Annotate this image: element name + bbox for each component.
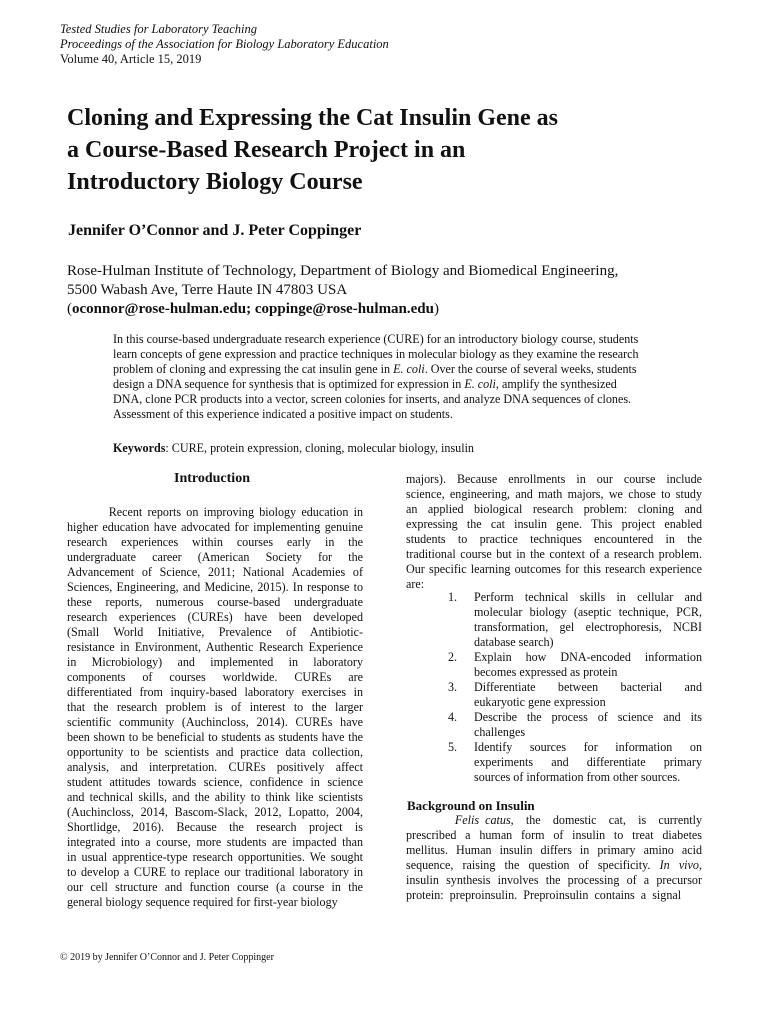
paragraph-line: our cell structure and function course (a course in the — [67, 880, 363, 894]
paragraph-line: in Microbiology) and implemented in laboratory — [67, 655, 363, 669]
list-number: 4. — [448, 710, 458, 724]
paragraph-line: Recent reports on improving biology education in — [67, 505, 363, 519]
list-number: 1. — [448, 590, 458, 604]
paragraph-line: Felis catus, the domestic cat, is currently — [454, 813, 703, 827]
paragraph-line: to develop a CURE to replace our traditional laboratory in — [67, 865, 363, 879]
paragraph-line: research experiences within courses early in the — [67, 535, 363, 549]
paragraph-line: integrated into a course, more students are impacted than — [67, 835, 363, 849]
affiliation-line: Rose-Hulman Institute of Technology, Department of Biology and Biomedical Engineering, — [67, 263, 619, 279]
title-line: Introductory Biology Course — [67, 169, 363, 195]
paragraph-line: higher education have advocated for implementing genuine — [67, 520, 363, 534]
contact-emails: (oconnor@rose-hulman.edu; coppinge@rose-hulman.edu) — [67, 301, 439, 317]
journal-volume: Volume 40, Article 15, 2019 — [60, 52, 202, 66]
paragraph-line: student attitudes towards science, confidence in science — [67, 775, 363, 789]
paragraph-line: science, engineering, and math majors, we chose to study — [406, 487, 702, 501]
paragraph-line: these reports, numerous course-based undergraduate — [67, 595, 363, 609]
paragraph-line: (Small World Initiative, Prevalence of Antibiotic- — [67, 625, 363, 639]
list-item-line: challenges — [474, 725, 526, 739]
abstract — [113, 332, 656, 422]
paragraph-line: sequence, raising the question of specificity. In vivo, — [406, 858, 702, 872]
list-item-line: Perform technical skills in cellular and — [474, 590, 702, 604]
list-item-line: Differentiate between bacterial and — [474, 680, 702, 694]
list-item-line: database search) — [474, 635, 554, 649]
list-item-line: eukaryotic gene expression — [474, 695, 606, 709]
journal-header — [60, 22, 389, 67]
paragraph-line: Sciences, Engineering, and Medicine, 2015). In response to — [67, 580, 363, 594]
paragraph-line: and technical skills, and the ability to think like scientists — [67, 790, 363, 804]
paragraph-line: opportunity to be scientists and practice data collection, — [67, 745, 363, 759]
paragraph-line: majors). Because enrollments in our course include — [406, 472, 702, 486]
list-number: 3. — [448, 680, 458, 694]
paragraph-line: analysis, and interpretation. CUREs positively affect — [67, 760, 363, 774]
paragraph-line: general biology sequence required for first-year biology — [67, 895, 338, 909]
list-item-line: experiments and differentiate primary — [474, 755, 702, 769]
keywords — [113, 441, 474, 456]
abstract-line: DNA, clone PCR products into a vector, screen colonies for inserts, and analyze DNA sequences of clones. — [113, 392, 632, 406]
list-item-line: transformation, gel electrophoresis, NCBI — [474, 620, 702, 634]
copyright-footer: © 2019 by Jennifer O’Connor and J. Peter Coppinger — [60, 952, 274, 963]
introduction-continued — [406, 472, 702, 592]
email-link[interactable]: coppinge@rose-hulman.edu — [254, 301, 434, 317]
paragraph-line: been shown to be beneficial to students as students have the — [67, 730, 363, 744]
list-item-line: Identify sources for information on — [474, 740, 702, 754]
title-line: a Course-Based Research Project in an — [67, 137, 466, 163]
abstract-line: design a DNA sequence for synthesis that is optimized for expression in E. coli, amplify the synthesized — [113, 377, 617, 391]
list-item — [448, 590, 702, 650]
abstract-line: problem of cloning and expressing the cat insulin gene in E. coli. Over the course of several weeks, students — [113, 362, 637, 376]
list-number: 5. — [448, 740, 458, 754]
paragraph-line: Advancement of Science, 2011; National Academies of — [67, 565, 363, 579]
journal-proceedings: Proceedings of the Association for Biology Laboratory Education — [60, 37, 389, 51]
paragraph-line: that the research problem is of interest to the larger — [67, 700, 363, 714]
introduction-body — [67, 505, 363, 910]
email-link[interactable]: oconnor@rose-hulman.edu — [72, 301, 247, 317]
paragraph-line: components of courses worldwide. CUREs are — [67, 670, 363, 684]
journal-series: Tested Studies for Laboratory Teaching — [60, 22, 258, 36]
paragraph-line: in usual apprentice-type research opportunities. We sought — [67, 850, 363, 864]
affiliation — [67, 262, 618, 319]
keywords-text: : CURE, protein expression, cloning, molecular biology, insulin — [165, 441, 474, 455]
abstract-line: learn concepts of gene expression and practice techniques in molecular biology as they examine the research — [113, 347, 639, 361]
paragraph-line: differentiated from inquiry-based laboratory exercises in — [67, 685, 363, 699]
list-item-line: Explain how DNA-encoded information — [474, 650, 702, 664]
list-item — [448, 650, 702, 680]
list-item-line: Describe the process of science and its — [474, 710, 702, 724]
abstract-line: Assessment of this experience indicated a positive impact on students. — [113, 407, 453, 421]
insulin-body — [406, 813, 702, 903]
paragraph-line: mellitus. Human insulin differs in primary amino acid — [406, 843, 702, 857]
list-number: 2. — [448, 650, 458, 664]
affiliation-address: 5500 Wabash Ave, Terre Haute IN 47803 USA — [67, 282, 348, 298]
list-item — [448, 740, 702, 785]
paragraph-line: (Auchincloss, 2014, Bascom-Slack, 2012, Lopatto, 2004, — [67, 805, 363, 819]
title-line: Cloning and Expressing the Cat Insulin Gene as — [67, 105, 559, 131]
paragraph-line: protein: preproinsulin. Preproinsulin contains a signal — [406, 888, 682, 902]
paragraph-line: insulin synthesis involves the processing of a precursor — [406, 873, 702, 887]
paragraph-line: expressing the cat insulin gene. This project enabled — [406, 517, 702, 531]
list-item-line: molecular biology (aseptic technique, PCR, — [474, 605, 702, 619]
paragraph-line: traditional course but in the context of a research problem. — [406, 547, 702, 561]
list-item-line: becomes expressed as protein — [474, 665, 618, 679]
paragraph-line: undergraduate career (American Society for the — [67, 550, 363, 564]
paper-title — [67, 102, 627, 198]
paragraph-line: Our specific learning outcomes for this research experience — [406, 562, 702, 576]
section-heading-introduction: Introduction — [174, 471, 250, 486]
paragraph-line: are: — [406, 577, 425, 591]
paragraph-line: resistance in Environment, Authentic Research Experience — [67, 640, 363, 654]
list-item — [448, 680, 702, 710]
section-heading-insulin: Background on Insulin — [407, 798, 535, 813]
paragraph-line: students to practice techniques encountered in the — [406, 532, 702, 546]
paragraph-line: Shortlidge, 2016). Because the research project is — [67, 820, 363, 834]
authors: Jennifer O’Connor and J. Peter Coppinger — [68, 222, 362, 239]
list-item — [448, 710, 702, 740]
abstract-line: In this course-based undergraduate research experience (CURE) for an introductory biology course, students — [113, 332, 639, 346]
paragraph-line: an applied biological research problem: cloning and — [406, 502, 702, 516]
list-item-line: sources of information from other sources. — [474, 770, 681, 784]
learning-outcomes-list — [448, 590, 702, 785]
paragraph-line: scientific community (Auchincloss, 2014). CUREs have — [67, 715, 363, 729]
keywords-label: Keywords — [113, 441, 166, 455]
paragraph-line: prescribed a human form of insulin to treat diabetes — [406, 828, 702, 842]
paragraph-line: research experiences (CUREs) have been developed — [67, 610, 363, 624]
